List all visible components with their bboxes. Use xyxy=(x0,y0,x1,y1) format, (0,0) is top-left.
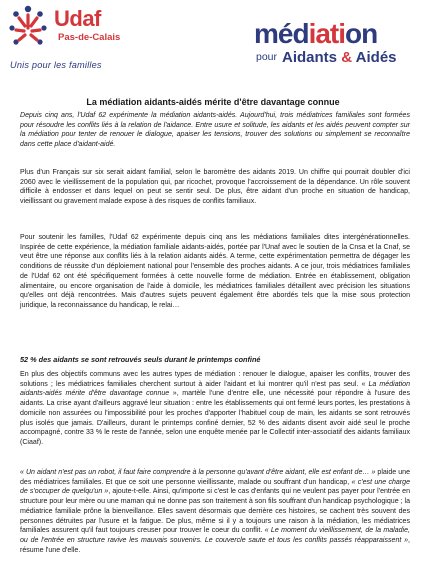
article-subheading: 52 % des aidants se sont retrouvés seuls durant le printemps confiné xyxy=(20,355,261,364)
article-paragraph-4: « Un aidant n'est pas un robot, il faut faire comprendre à la personne qu'avant d'être aidant, elle est enfant de… » plaide une des médiatrices familiales. Et que ce soit une personne vieillissante, malade ou souffrant d'un handicap, « c'est une charge de s'occuper de quelqu'un », ajoute-t-elle. Ainsi, qu'importe si c'est le cas d'enfants qui ne veulent pas payer pour l'entrée en structure pour leur mère ou une maman qui ne donne pas son traitement à son fils souffrant d'un handicap psychologique ; la médiatrice familiale prône la bienveillance. Elles savent désormais que derrière ces histoires, se cachent très souvent des personnes détruites par l'usure et la fatigue. De plus, même si il y a toujours une raison à la médiation, les médiatrices familiales assurent qu'il faut toujours creuser pour trouver le coeur du conflit. « Le moment du vieillissement, de la maladie, ou de l'entrée en structure ravive les mauvais souvenirs. Le couvercle saute et tous les conflits passés réapparaissent », résume l'une d'elle. xyxy=(20,469,410,554)
mediation-subtitle: Aidants & Aidés xyxy=(282,49,397,66)
udaf-family-icon xyxy=(8,4,48,60)
article-paragraph-3: En plus des objectifs communs avec les autres types de médiation : renouer le dialogue, apaiser les conflits, trouver des solutions ; les médiatrices familiales cherchent surtout à aider l'aidant et lui montrer qu'il n'est pas seul. « La médiation aidants-aidés mérite d'être davantage connue », martèle l'une d'entre elle, une nécessité pour répondre à l'usure des aidants. La crise ayant d'ailleurs aggravé leur situation : entre les établissements qui ont fermé leurs portes, les prestations à domicile non assurées ou l'impossibilité pour les proches d'apporter l'habituel coup de main, les aidants se sont retrouvés plus isolés que jamais. D'ailleurs, durant le printemps confiné dernier, 52 % des aidants disent avoir aidé seul le proche accompagné, contre 33 % le reste de l'année, selon une enquête menée par le Collectif inter-associatif des aidants familiaux (Ciaaf). xyxy=(20,371,410,446)
article-title: La médiation aidants-aidés mérite d'être davantage connue xyxy=(86,97,340,107)
mediation-wordmark: médiation xyxy=(254,18,378,49)
udaf-department: Pas-de-Calais xyxy=(58,32,121,43)
article-paragraph-1: Plus d'un Français sur six serait aidant familial, selon le baromètre des aidants 2019. Un chiffre qui pourrait doubler d'ici 2060 avec le vieillissement de la population qui, par ricochet, provoque l'accroissement de la dépendance. Un rôle souvent difficile à endosser et dans lequel on peut se sentir seul. De plus, être aidant d'un proche en situation de handicap, vieillissant ou gravement malade expose à des risques de conflits familiaux. xyxy=(20,169,410,206)
mediation-logo xyxy=(254,18,420,78)
udaf-slogan: Unis pour les familles xyxy=(10,60,102,70)
article-lead: Depuis cinq ans, l'Udaf 62 expérimente la médiation aidants-aidés. Aujourd'hui, trois médiatrices familiales sont formées pour résoudre les conflits liés à la relation de l'aidance. Entre usure et solitude, les aidants et les aidés peuvent compter sur la médiation pour tenter de renouer le dialogue, apaiser les tensions, trouver des solutions ou simplement se reconnaître dans cette place d'aidant-aidé. xyxy=(20,112,410,149)
udaf-name: Udaf xyxy=(54,6,101,31)
article-paragraph-2: Pour soutenir les familles, l'Udaf 62 expérimente depuis cinq ans les médiations familiales dites intergénérationnelles. Inspirée de cette expérience, la médiation familiale aidants-aidés, portée par l'Unaf avec le soutien de la Cnsa et la Cnaf, se veut être une réponse aux conflits liés à la relation aidants aidés. A terme, cette expérimentation permettra de dégager les conditions de réussite d'un déploiement national pour l'ensemble des proches aidants. A ce jour, trois médiatrices familiales de l'Udaf 62 ont été spécifiquement formées à cette nouvelle forme de médiation. Entrée en établissement, obligation alimentaire, ou encore organisation de l'aide à domicile, les médiatrices familiales détaillent avec précision les situations qu'elles ont déjà rencontrées. Mais d'autres sujets peuvent également être abordés tels que la mise sous protection juridique, la reconnaissance du handicap, le relai… xyxy=(20,234,410,309)
mediation-pour: pour xyxy=(256,51,278,63)
udaf-logo xyxy=(8,4,138,76)
